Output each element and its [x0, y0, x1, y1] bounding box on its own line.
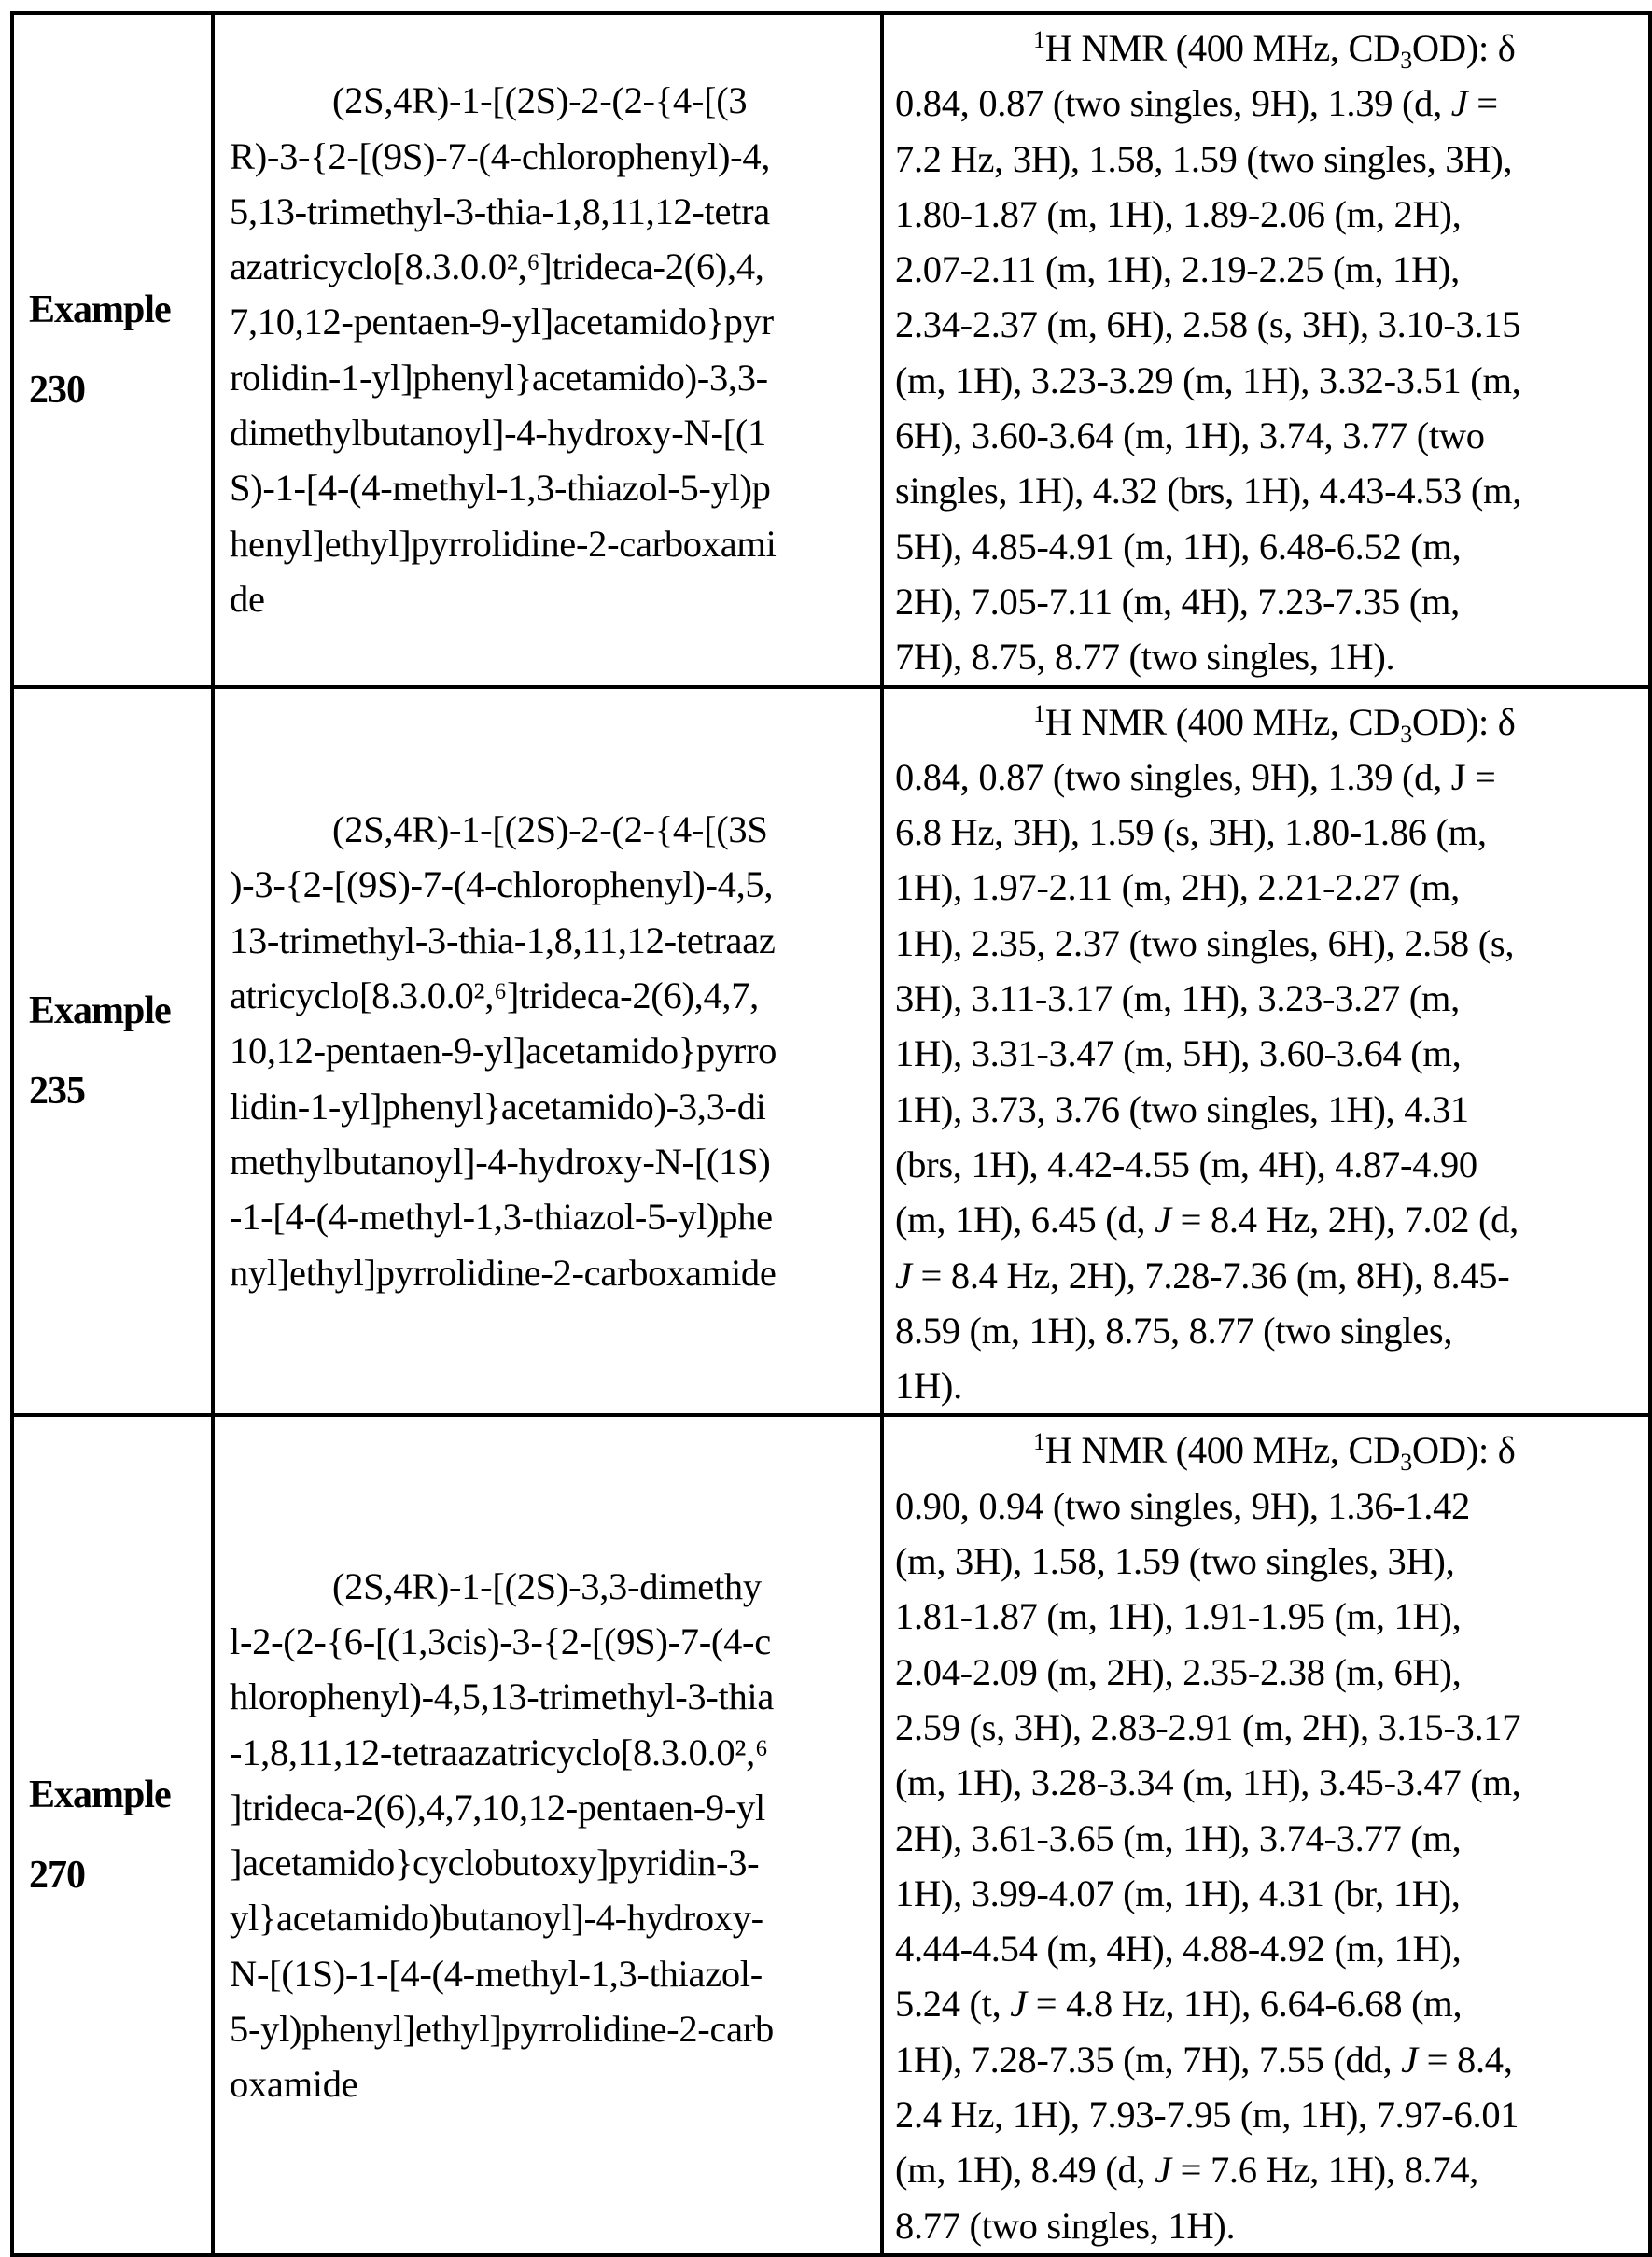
example-label-word: Example [29, 1773, 171, 1817]
nmr-data [884, 689, 1648, 1414]
compound-name-line: 5,13-trimethyl-3-thia-1,8,11,12-tetra [230, 189, 770, 232]
nmr-solvent-sub: 3 [1400, 1449, 1412, 1477]
compound-name-line: hlorophenyl)-4,5,13-trimethyl-3-thia [230, 1675, 775, 1718]
nmr-header [895, 1423, 1643, 1478]
nmr-line: 6H), 3.60-3.64 (m, 1H), 3.74, 3.77 (two [895, 414, 1485, 457]
compound-name-line: (2S,4R)-1-[(2S)-3,3-dimethy [332, 1564, 762, 1607]
nmr-header [895, 694, 1643, 750]
compound-name-line: rolidin-1-yl]phenyl}acetamido)-3,3- [230, 356, 768, 399]
coupling-constant-symbol: J [1401, 2038, 1418, 2081]
example-number: 235 [29, 1069, 85, 1113]
compound-name-line: lidin-1-yl]phenyl}acetamido)-3,3-di [230, 1085, 766, 1128]
compound-name-line: S)-1-[4-(4-methyl-1,3-thiazol-5-yl)p [230, 467, 771, 510]
nmr-line: 1.81-1.87 (m, 1H), 1.91-1.95 (m, 1H), [895, 1595, 1462, 1638]
nmr-line: 2H), 3.61-3.65 (m, 1H), 3.74-3.77 (m, [895, 1816, 1462, 1859]
nmr-line: 1H), 3.73, 3.76 (two singles, 1H), 4.31 [895, 1087, 1469, 1130]
compound-name-line: (2S,4R)-1-[(2S)-2-(2-{4-[(3S [332, 808, 768, 851]
nmr-header-post: OD): δ [1411, 700, 1516, 743]
compound-name [215, 802, 880, 1300]
compound-name-line: ]trideca-2(6),4,7,10,12-pentaen-9-yl [230, 1786, 765, 1829]
nmr-line: 0.84, 0.87 (two singles, 9H), 1.39 (d, J = [895, 82, 1498, 125]
compound-name-line: -1-[4-(4-methyl-1,3-thiazol-5-yl)phe [230, 1196, 773, 1239]
nmr-line: 4.44-4.54 (m, 4H), 4.88-4.92 (m, 1H), [895, 1928, 1462, 1970]
compound-name-line: oxamide [230, 2063, 358, 2106]
nmr-line: 2.4 Hz, 1H), 7.93-7.95 (m, 1H), 7.97-6.01 [895, 2093, 1519, 2136]
nmr-header-pre: H NMR (400 MHz, CD [1044, 27, 1401, 69]
nmr-data [884, 1417, 1648, 2252]
compound-name-line: methylbutanoyl]-4-hydroxy-N-[(1S) [230, 1140, 771, 1183]
compound-name-line: -1,8,11,12-tetraazatricyclo[8.3.0.0²,⁶ [230, 1731, 768, 1773]
compound-name-line: henyl]ethyl]pyrrolidine-2-carboxami [230, 522, 777, 565]
nmr-header [895, 21, 1643, 76]
nmr-header-pre: H NMR (400 MHz, CD [1044, 1429, 1401, 1472]
compound-name-line: N-[(1S)-1-[4-(4-methyl-1,3-thiazol- [230, 1952, 763, 1995]
nmr-line: (m, 1H), 3.28-3.34 (m, 1H), 3.45-3.47 (m, [895, 1761, 1521, 1804]
nmr-line: 2.04-2.09 (m, 2H), 2.35-2.38 (m, 6H), [895, 1650, 1462, 1693]
compound-name-line: ]acetamido}cyclobutoxy]pyridin-3- [230, 1842, 760, 1885]
nmr-solvent-sub: 3 [1400, 720, 1412, 748]
nmr-line: 1H), 1.97-2.11 (m, 2H), 2.21-2.27 (m, [895, 866, 1460, 909]
nmr-line: (m, 3H), 1.58, 1.59 (two singles, 3H), [895, 1540, 1455, 1583]
nmr-line: 1H). [895, 1365, 962, 1408]
nmr-line: (m, 1H), 8.49 (d, J = 7.6 Hz, 1H), 8.74, [895, 2149, 1478, 2192]
compound-name [215, 1559, 880, 2112]
example-number: 230 [29, 368, 85, 412]
table-row [12, 1415, 1650, 2254]
coupling-constant-symbol: J [1155, 2149, 1171, 2192]
nmr-line: 0.84, 0.87 (two singles, 9H), 1.39 (d, J = [895, 755, 1496, 798]
compound-name-cell [213, 13, 882, 687]
nmr-line: 5.24 (t, J = 4.8 Hz, 1H), 6.64-6.68 (m, [895, 1983, 1463, 2026]
compound-name-line: )-3-{2-[(9S)-7-(4-chlorophenyl)-4,5, [230, 863, 774, 906]
nmr-line: 6.8 Hz, 3H), 1.59 (s, 3H), 1.80-1.86 (m, [895, 811, 1487, 854]
coupling-constant-symbol: J [895, 1254, 912, 1297]
nmr-isotope-sup: 1 [1033, 26, 1045, 53]
nmr-header-post: OD): δ [1411, 27, 1516, 69]
compound-name-line: nyl]ethyl]pyrrolidine-2-carboxamide [230, 1251, 777, 1294]
nmr-header-post: OD): δ [1411, 1429, 1516, 1472]
compound-name-line: azatricyclo[8.3.0.0²,⁶]trideca-2(6),4, [230, 245, 764, 288]
nmr-line: 2.59 (s, 3H), 2.83-2.91 (m, 2H), 3.15-3.17 [895, 1705, 1521, 1748]
example-label [14, 270, 211, 430]
nmr-header-pre: H NMR (400 MHz, CD [1044, 700, 1401, 743]
example-label-cell [12, 13, 213, 687]
example-label [14, 971, 211, 1131]
nmr-line: 7.2 Hz, 3H), 1.58, 1.59 (two singles, 3H), [895, 137, 1513, 180]
example-label-word: Example [29, 988, 171, 1032]
nmr-line: 2H), 7.05-7.11 (m, 4H), 7.23-7.35 (m, [895, 580, 1460, 623]
nmr-line: 5H), 4.85-4.91 (m, 1H), 6.48-6.52 (m, [895, 525, 1462, 568]
compound-name-line: yl}acetamido)butanoyl]-4-hydroxy- [230, 1897, 763, 1940]
compound-name-line: (2S,4R)-1-[(2S)-2-(2-{4-[(3 [332, 79, 748, 122]
compound-name [215, 73, 880, 626]
example-label-cell [12, 687, 213, 1416]
compound-name-line: R)-3-{2-[(9S)-7-(4-chlorophenyl)-4, [230, 134, 771, 177]
example-number: 270 [29, 1854, 85, 1898]
compound-name-cell [213, 1415, 882, 2254]
nmr-line: 2.07-2.11 (m, 1H), 2.19-2.25 (m, 1H), [895, 248, 1460, 291]
nmr-line: J = 8.4 Hz, 2H), 7.28-7.36 (m, 8H), 8.45- [895, 1254, 1510, 1297]
nmr-line: (brs, 1H), 4.42-4.55 (m, 4H), 4.87-4.90 [895, 1143, 1477, 1185]
nmr-cell [882, 1415, 1650, 2254]
nmr-cell [882, 687, 1650, 1416]
nmr-isotope-sup: 1 [1033, 699, 1045, 727]
compound-name-cell [213, 687, 882, 1416]
nmr-cell [882, 13, 1650, 687]
compound-name-line: atricyclo[8.3.0.0²,⁶]trideca-2(6),4,7, [230, 974, 760, 1017]
compound-name-line: 7,10,12-pentaen-9-yl]acetamido}pyr [230, 301, 774, 343]
table-row [12, 13, 1650, 687]
coupling-constant-symbol: J [1450, 82, 1468, 125]
nmr-data-table [10, 11, 1652, 2257]
table-row [12, 687, 1650, 1416]
compound-name-line: l-2-(2-{6-[(1,3cis)-3-{2-[(9S)-7-(4-c [230, 1619, 771, 1662]
compound-name-line: de [230, 577, 265, 620]
example-label-word: Example [29, 287, 171, 331]
compound-name-line: 10,12-pentaen-9-yl]acetamido}pyrro [230, 1030, 777, 1072]
nmr-line: 3H), 3.11-3.17 (m, 1H), 3.23-3.27 (m, [895, 977, 1460, 1020]
nmr-isotope-sup: 1 [1033, 1428, 1045, 1456]
nmr-line: (m, 1H), 6.45 (d, J = 8.4 Hz, 2H), 7.02 (d, [895, 1199, 1519, 1241]
nmr-line: 1H), 2.35, 2.37 (two singles, 6H), 2.58 (s, [895, 921, 1515, 964]
nmr-line: 1H), 7.28-7.35 (m, 7H), 7.55 (dd, J = 8.4, [895, 2038, 1513, 2081]
nmr-line: singles, 1H), 4.32 (brs, 1H), 4.43-4.53 (m, [895, 470, 1522, 512]
coupling-constant-symbol: J [1155, 1199, 1171, 1241]
nmr-line: 0.90, 0.94 (two singles, 9H), 1.36-1.42 [895, 1484, 1471, 1527]
compound-name-line: 5-yl)phenyl]ethyl]pyrrolidine-2-carb [230, 2008, 774, 2051]
compound-name-line: 13-trimethyl-3-thia-1,8,11,12-tetraaz [230, 918, 776, 961]
example-label-cell [12, 1415, 213, 2254]
coupling-constant-symbol: J [1010, 1983, 1027, 2026]
nmr-line: 8.77 (two singles, 1H). [895, 2204, 1236, 2247]
nmr-line: 2.34-2.37 (m, 6H), 2.58 (s, 3H), 3.10-3.15 [895, 303, 1521, 346]
example-label [14, 1755, 211, 1915]
nmr-line: 1H), 3.99-4.07 (m, 1H), 4.31 (br, 1H), [895, 1871, 1461, 1914]
nmr-line: 1.80-1.87 (m, 1H), 1.89-2.06 (m, 2H), [895, 192, 1462, 235]
nmr-solvent-sub: 3 [1400, 47, 1412, 74]
nmr-line: 7H), 8.75, 8.77 (two singles, 1H). [895, 636, 1395, 679]
nmr-line: 8.59 (m, 1H), 8.75, 8.77 (two singles, [895, 1309, 1453, 1352]
compound-name-line: dimethylbutanoyl]-4-hydroxy-N-[(1 [230, 412, 766, 455]
nmr-line: 1H), 3.31-3.47 (m, 5H), 3.60-3.64 (m, [895, 1032, 1462, 1075]
nmr-data [884, 15, 1648, 685]
nmr-line: (m, 1H), 3.23-3.29 (m, 1H), 3.32-3.51 (m, [895, 358, 1521, 401]
